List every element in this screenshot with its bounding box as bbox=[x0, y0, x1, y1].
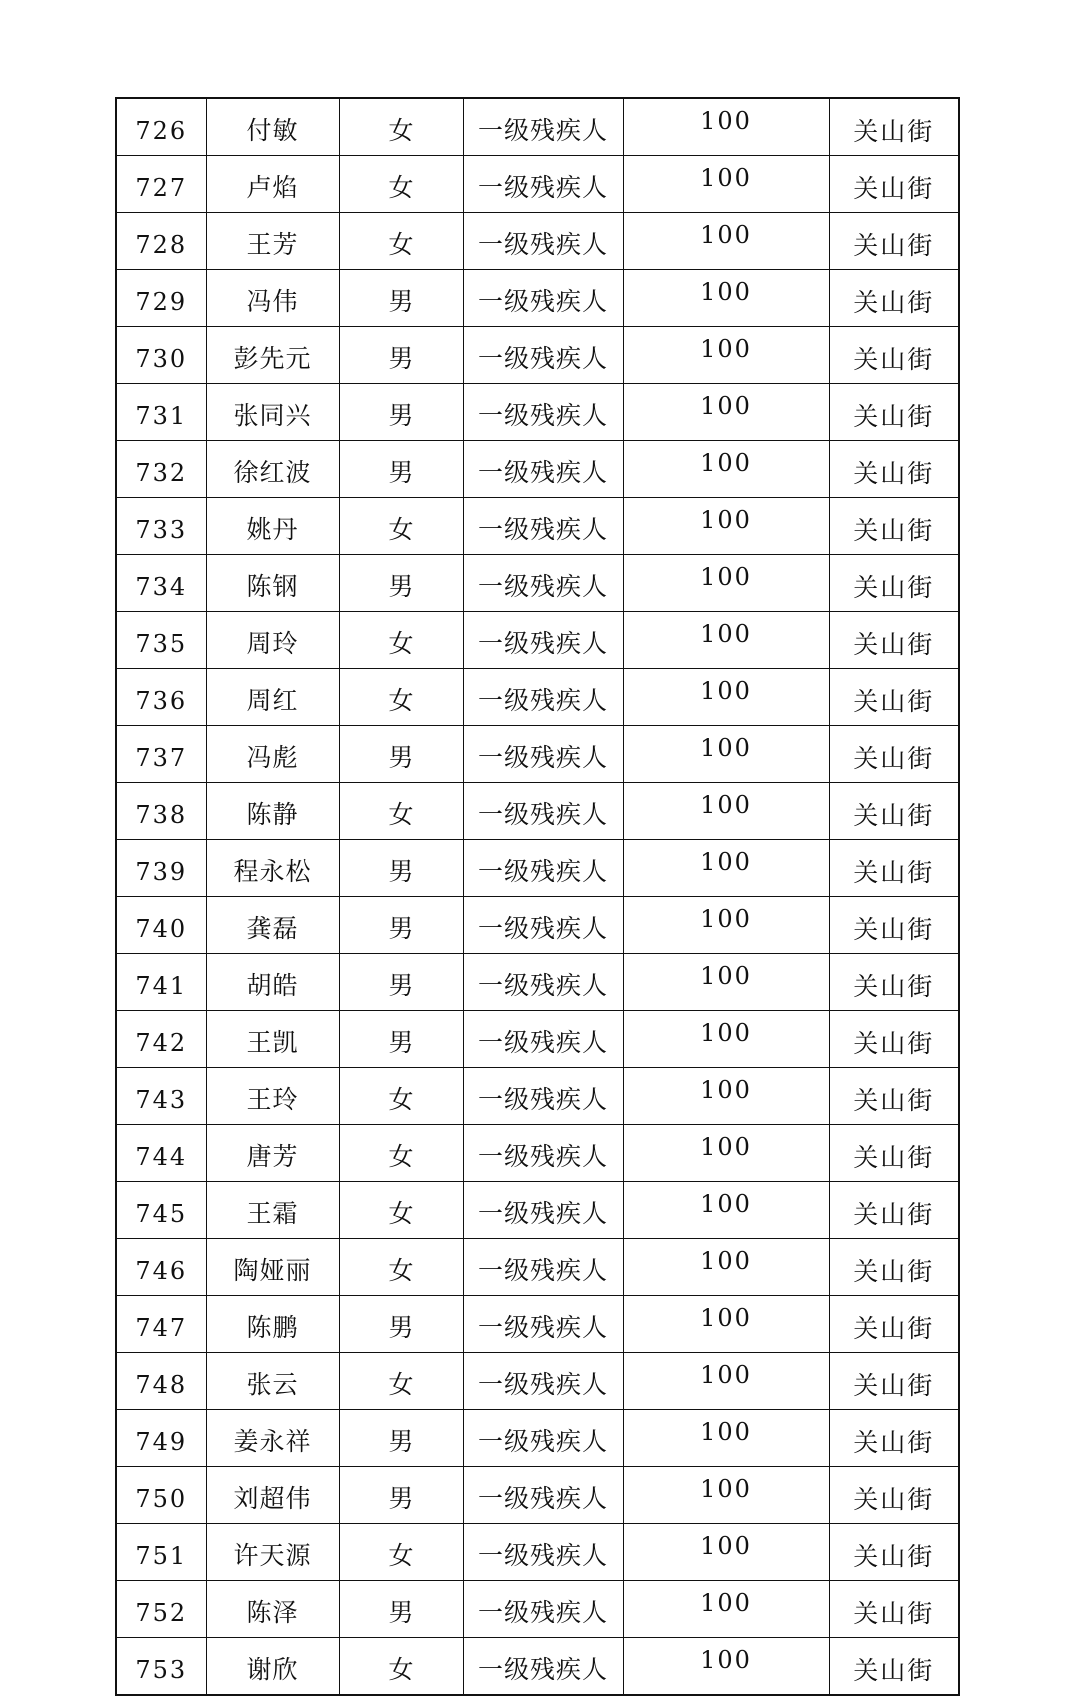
street-cell: 关山街 bbox=[829, 897, 959, 954]
gender-cell: 女 bbox=[339, 669, 463, 726]
category-cell: 一级残疾人 bbox=[463, 213, 623, 270]
category-cell: 一级残疾人 bbox=[463, 840, 623, 897]
name-cell: 许天源 bbox=[206, 1524, 339, 1581]
street-cell: 关山街 bbox=[829, 1182, 959, 1239]
table-row bbox=[116, 270, 959, 327]
serial-number-cell: 747 bbox=[116, 1296, 206, 1353]
gender-cell: 女 bbox=[339, 98, 463, 156]
name-cell: 张同兴 bbox=[206, 384, 339, 441]
street-cell: 关山街 bbox=[829, 840, 959, 897]
amount-cell: 100 bbox=[623, 1410, 829, 1467]
gender-cell: 女 bbox=[339, 612, 463, 669]
category-cell: 一级残疾人 bbox=[463, 498, 623, 555]
category-cell: 一级残疾人 bbox=[463, 327, 623, 384]
amount-cell: 100 bbox=[623, 612, 829, 669]
amount-cell: 100 bbox=[623, 1125, 829, 1182]
table-row bbox=[116, 897, 959, 954]
table-row bbox=[116, 612, 959, 669]
gender-cell: 男 bbox=[339, 726, 463, 783]
table-row bbox=[116, 327, 959, 384]
gender-cell: 女 bbox=[339, 1524, 463, 1581]
serial-number-cell: 743 bbox=[116, 1068, 206, 1125]
table-row bbox=[116, 669, 959, 726]
street-cell: 关山街 bbox=[829, 156, 959, 213]
name-cell: 王芳 bbox=[206, 213, 339, 270]
street-cell: 关山街 bbox=[829, 1353, 959, 1410]
gender-cell: 男 bbox=[339, 1467, 463, 1524]
serial-number-cell: 748 bbox=[116, 1353, 206, 1410]
street-cell: 关山街 bbox=[829, 726, 959, 783]
gender-cell: 男 bbox=[339, 555, 463, 612]
street-cell: 关山街 bbox=[829, 98, 959, 156]
amount-cell: 100 bbox=[623, 726, 829, 783]
name-cell: 王凯 bbox=[206, 1011, 339, 1068]
name-cell: 谢欣 bbox=[206, 1638, 339, 1696]
serial-number-cell: 733 bbox=[116, 498, 206, 555]
category-cell: 一级残疾人 bbox=[463, 270, 623, 327]
street-cell: 关山街 bbox=[829, 1296, 959, 1353]
street-cell: 关山街 bbox=[829, 555, 959, 612]
street-cell: 关山街 bbox=[829, 384, 959, 441]
gender-cell: 男 bbox=[339, 384, 463, 441]
table-row bbox=[116, 726, 959, 783]
amount-cell: 100 bbox=[623, 1182, 829, 1239]
table-row bbox=[116, 1524, 959, 1581]
category-cell: 一级残疾人 bbox=[463, 783, 623, 840]
gender-cell: 男 bbox=[339, 327, 463, 384]
table-row bbox=[116, 954, 959, 1011]
amount-cell: 100 bbox=[623, 270, 829, 327]
category-cell: 一级残疾人 bbox=[463, 1353, 623, 1410]
name-cell: 刘超伟 bbox=[206, 1467, 339, 1524]
amount-cell: 100 bbox=[623, 1239, 829, 1296]
gender-cell: 男 bbox=[339, 954, 463, 1011]
category-cell: 一级残疾人 bbox=[463, 1068, 623, 1125]
serial-number-cell: 728 bbox=[116, 213, 206, 270]
street-cell: 关山街 bbox=[829, 954, 959, 1011]
table-row bbox=[116, 156, 959, 213]
serial-number-cell: 738 bbox=[116, 783, 206, 840]
gender-cell: 男 bbox=[339, 1581, 463, 1638]
gender-cell: 女 bbox=[339, 1125, 463, 1182]
name-cell: 徐红波 bbox=[206, 441, 339, 498]
serial-number-cell: 750 bbox=[116, 1467, 206, 1524]
amount-cell: 100 bbox=[623, 1068, 829, 1125]
street-cell: 关山街 bbox=[829, 1524, 959, 1581]
street-cell: 关山街 bbox=[829, 1638, 959, 1696]
serial-number-cell: 745 bbox=[116, 1182, 206, 1239]
name-cell: 姚丹 bbox=[206, 498, 339, 555]
gender-cell: 女 bbox=[339, 498, 463, 555]
category-cell: 一级残疾人 bbox=[463, 1011, 623, 1068]
street-cell: 关山街 bbox=[829, 1068, 959, 1125]
table-row bbox=[116, 1239, 959, 1296]
name-cell: 胡皓 bbox=[206, 954, 339, 1011]
street-cell: 关山街 bbox=[829, 1239, 959, 1296]
category-cell: 一级残疾人 bbox=[463, 612, 623, 669]
table-row bbox=[116, 1125, 959, 1182]
gender-cell: 女 bbox=[339, 1353, 463, 1410]
name-cell: 付敏 bbox=[206, 98, 339, 156]
amount-cell: 100 bbox=[623, 156, 829, 213]
table-row bbox=[116, 840, 959, 897]
name-cell: 龚磊 bbox=[206, 897, 339, 954]
table-row bbox=[116, 1467, 959, 1524]
category-cell: 一级残疾人 bbox=[463, 1467, 623, 1524]
table-row bbox=[116, 1068, 959, 1125]
table-row bbox=[116, 1581, 959, 1638]
name-cell: 程永松 bbox=[206, 840, 339, 897]
serial-number-cell: 734 bbox=[116, 555, 206, 612]
category-cell: 一级残疾人 bbox=[463, 1125, 623, 1182]
serial-number-cell: 731 bbox=[116, 384, 206, 441]
serial-number-cell: 729 bbox=[116, 270, 206, 327]
amount-cell: 100 bbox=[623, 954, 829, 1011]
name-cell: 唐芳 bbox=[206, 1125, 339, 1182]
serial-number-cell: 740 bbox=[116, 897, 206, 954]
amount-cell: 100 bbox=[623, 327, 829, 384]
category-cell: 一级残疾人 bbox=[463, 1239, 623, 1296]
amount-cell: 100 bbox=[623, 555, 829, 612]
table-row bbox=[116, 498, 959, 555]
category-cell: 一级残疾人 bbox=[463, 726, 623, 783]
name-cell: 周红 bbox=[206, 669, 339, 726]
table-body bbox=[116, 98, 959, 1695]
amount-cell: 100 bbox=[623, 840, 829, 897]
name-cell: 陈泽 bbox=[206, 1581, 339, 1638]
street-cell: 关山街 bbox=[829, 1467, 959, 1524]
street-cell: 关山街 bbox=[829, 1410, 959, 1467]
category-cell: 一级残疾人 bbox=[463, 98, 623, 156]
street-cell: 关山街 bbox=[829, 327, 959, 384]
gender-cell: 女 bbox=[339, 1182, 463, 1239]
table-row bbox=[116, 1638, 959, 1696]
street-cell: 关山街 bbox=[829, 1125, 959, 1182]
amount-cell: 100 bbox=[623, 1524, 829, 1581]
table-row bbox=[116, 98, 959, 156]
name-cell: 冯伟 bbox=[206, 270, 339, 327]
name-cell: 陈钢 bbox=[206, 555, 339, 612]
category-cell: 一级残疾人 bbox=[463, 954, 623, 1011]
serial-number-cell: 751 bbox=[116, 1524, 206, 1581]
category-cell: 一级残疾人 bbox=[463, 384, 623, 441]
table-row bbox=[116, 1011, 959, 1068]
gender-cell: 男 bbox=[339, 270, 463, 327]
table-row bbox=[116, 384, 959, 441]
gender-cell: 女 bbox=[339, 1239, 463, 1296]
recipient-table bbox=[115, 97, 960, 1696]
table-row bbox=[116, 1353, 959, 1410]
amount-cell: 100 bbox=[623, 213, 829, 270]
name-cell: 陈鹏 bbox=[206, 1296, 339, 1353]
category-cell: 一级残疾人 bbox=[463, 1638, 623, 1696]
street-cell: 关山街 bbox=[829, 1581, 959, 1638]
serial-number-cell: 735 bbox=[116, 612, 206, 669]
amount-cell: 100 bbox=[623, 1296, 829, 1353]
name-cell: 周玲 bbox=[206, 612, 339, 669]
gender-cell: 男 bbox=[339, 1410, 463, 1467]
name-cell: 彭先元 bbox=[206, 327, 339, 384]
serial-number-cell: 752 bbox=[116, 1581, 206, 1638]
street-cell: 关山街 bbox=[829, 783, 959, 840]
name-cell: 陶娅丽 bbox=[206, 1239, 339, 1296]
amount-cell: 100 bbox=[623, 1353, 829, 1410]
serial-number-cell: 726 bbox=[116, 98, 206, 156]
amount-cell: 100 bbox=[623, 1638, 829, 1696]
serial-number-cell: 727 bbox=[116, 156, 206, 213]
category-cell: 一级残疾人 bbox=[463, 669, 623, 726]
table-row bbox=[116, 1410, 959, 1467]
gender-cell: 男 bbox=[339, 1011, 463, 1068]
amount-cell: 100 bbox=[623, 384, 829, 441]
serial-number-cell: 737 bbox=[116, 726, 206, 783]
category-cell: 一级残疾人 bbox=[463, 1581, 623, 1638]
street-cell: 关山街 bbox=[829, 669, 959, 726]
street-cell: 关山街 bbox=[829, 498, 959, 555]
name-cell: 王玲 bbox=[206, 1068, 339, 1125]
amount-cell: 100 bbox=[623, 498, 829, 555]
gender-cell: 女 bbox=[339, 783, 463, 840]
category-cell: 一级残疾人 bbox=[463, 156, 623, 213]
amount-cell: 100 bbox=[623, 98, 829, 156]
street-cell: 关山街 bbox=[829, 612, 959, 669]
amount-cell: 100 bbox=[623, 441, 829, 498]
serial-number-cell: 749 bbox=[116, 1410, 206, 1467]
serial-number-cell: 739 bbox=[116, 840, 206, 897]
street-cell: 关山街 bbox=[829, 270, 959, 327]
serial-number-cell: 730 bbox=[116, 327, 206, 384]
name-cell: 王霜 bbox=[206, 1182, 339, 1239]
gender-cell: 男 bbox=[339, 1296, 463, 1353]
serial-number-cell: 746 bbox=[116, 1239, 206, 1296]
name-cell: 冯彪 bbox=[206, 726, 339, 783]
table-row bbox=[116, 213, 959, 270]
gender-cell: 男 bbox=[339, 441, 463, 498]
name-cell: 姜永祥 bbox=[206, 1410, 339, 1467]
serial-number-cell: 742 bbox=[116, 1011, 206, 1068]
table-row bbox=[116, 783, 959, 840]
street-cell: 关山街 bbox=[829, 1011, 959, 1068]
name-cell: 张云 bbox=[206, 1353, 339, 1410]
gender-cell: 男 bbox=[339, 840, 463, 897]
serial-number-cell: 744 bbox=[116, 1125, 206, 1182]
gender-cell: 女 bbox=[339, 1638, 463, 1696]
serial-number-cell: 732 bbox=[116, 441, 206, 498]
category-cell: 一级残疾人 bbox=[463, 441, 623, 498]
gender-cell: 男 bbox=[339, 897, 463, 954]
street-cell: 关山街 bbox=[829, 441, 959, 498]
amount-cell: 100 bbox=[623, 783, 829, 840]
category-cell: 一级残疾人 bbox=[463, 1296, 623, 1353]
table-row bbox=[116, 1296, 959, 1353]
name-cell: 卢焰 bbox=[206, 156, 339, 213]
serial-number-cell: 753 bbox=[116, 1638, 206, 1696]
street-cell: 关山街 bbox=[829, 213, 959, 270]
serial-number-cell: 736 bbox=[116, 669, 206, 726]
category-cell: 一级残疾人 bbox=[463, 897, 623, 954]
name-cell: 陈静 bbox=[206, 783, 339, 840]
category-cell: 一级残疾人 bbox=[463, 1182, 623, 1239]
table-row bbox=[116, 555, 959, 612]
serial-number-cell: 741 bbox=[116, 954, 206, 1011]
category-cell: 一级残疾人 bbox=[463, 555, 623, 612]
table-row bbox=[116, 441, 959, 498]
amount-cell: 100 bbox=[623, 669, 829, 726]
gender-cell: 女 bbox=[339, 1068, 463, 1125]
amount-cell: 100 bbox=[623, 1011, 829, 1068]
amount-cell: 100 bbox=[623, 1581, 829, 1638]
category-cell: 一级残疾人 bbox=[463, 1410, 623, 1467]
amount-cell: 100 bbox=[623, 1467, 829, 1524]
gender-cell: 女 bbox=[339, 156, 463, 213]
gender-cell: 女 bbox=[339, 213, 463, 270]
table-row bbox=[116, 1182, 959, 1239]
category-cell: 一级残疾人 bbox=[463, 1524, 623, 1581]
amount-cell: 100 bbox=[623, 897, 829, 954]
